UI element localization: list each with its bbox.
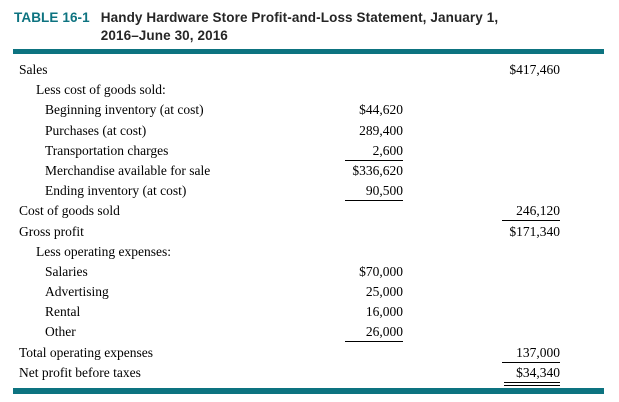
statement-row — [0, 345, 619, 365]
row-label: Less cost of goods sold: — [36, 82, 166, 98]
statement-row — [0, 324, 619, 344]
row-amount-total: 246,120 — [465, 203, 560, 221]
row-label: Rental — [45, 304, 81, 320]
table-number-label: TABLE 16-1 — [14, 10, 90, 25]
table-header — [0, 0, 619, 45]
row-amount-detail: 289,400 — [359, 122, 403, 138]
row-amount-detail — [308, 224, 403, 240]
row-amount-detail: $336,620 — [352, 162, 403, 178]
row-amount-detail: $70,000 — [359, 263, 403, 279]
statement-row — [0, 203, 619, 223]
statement-row — [0, 102, 619, 122]
row-label: Advertising — [45, 284, 109, 300]
table-title — [101, 9, 498, 45]
row-label: Total operating expenses — [19, 344, 154, 360]
statement-row — [0, 183, 619, 203]
bottom-rule-divider — [13, 388, 604, 394]
table-title-line2: 2016–June 30, 2016 — [100, 28, 228, 43]
statement-row — [0, 264, 619, 284]
statement-row — [0, 123, 619, 143]
row-amount-total: 137,000 — [465, 345, 560, 363]
row-amount-total — [465, 183, 560, 199]
row-amount-total — [465, 82, 560, 98]
statement-row — [0, 163, 619, 183]
row-label: Ending inventory (at cost) — [45, 183, 187, 199]
row-amount-total — [465, 163, 560, 179]
row-amount-detail — [308, 62, 403, 78]
row-amount-total — [465, 102, 560, 118]
row-amount-total — [465, 304, 560, 320]
row-label: Purchases (at cost) — [45, 122, 147, 138]
statement-row — [0, 82, 619, 102]
row-amount-detail: 26,000 — [308, 324, 403, 342]
statement-row — [0, 143, 619, 163]
row-amount-total — [465, 123, 560, 139]
row-label: Merchandise available for sale — [45, 162, 211, 178]
table-title-line1: Handy Hardware Store Profit-and-Loss Statement, January 1, — [100, 10, 499, 25]
row-label: Cost of goods sold — [19, 203, 120, 219]
row-amount-detail: 16,000 — [365, 304, 403, 320]
row-amount-total — [465, 244, 560, 260]
row-amount-detail — [308, 244, 403, 260]
row-label: Other — [45, 324, 76, 340]
statement-row — [0, 284, 619, 304]
row-amount-detail: 25,000 — [365, 284, 403, 300]
row-amount-detail — [308, 345, 403, 361]
row-label: Net profit before taxes — [19, 364, 141, 380]
row-label: Beginning inventory (at cost) — [45, 102, 204, 118]
row-amount-total: $171,340 — [509, 223, 560, 239]
statement-row — [0, 365, 619, 385]
row-amount-total: $417,460 — [509, 62, 560, 77]
row-amount-detail: 2,600 — [308, 143, 403, 161]
row-amount-detail: $44,620 — [359, 102, 403, 118]
row-amount-detail — [308, 82, 403, 98]
row-amount-total — [465, 284, 560, 300]
statement-row — [0, 224, 619, 244]
row-amount-detail — [308, 203, 403, 219]
row-label: Sales — [19, 62, 48, 77]
row-amount-detail — [308, 365, 403, 381]
row-label: Less operating expenses: — [36, 243, 171, 259]
statement-row — [0, 62, 619, 82]
row-amount-total — [465, 143, 560, 159]
row-label: Gross profit — [19, 223, 84, 239]
statement-body — [0, 54, 619, 385]
row-amount-total: $34,340 — [465, 365, 560, 386]
row-label: Transportation charges — [45, 142, 169, 158]
row-amount-total — [465, 264, 560, 280]
statement-row — [0, 304, 619, 324]
row-label: Salaries — [45, 263, 88, 279]
row-amount-detail: 90,500 — [308, 183, 403, 201]
statement-row — [0, 244, 619, 264]
row-amount-total — [465, 324, 560, 340]
